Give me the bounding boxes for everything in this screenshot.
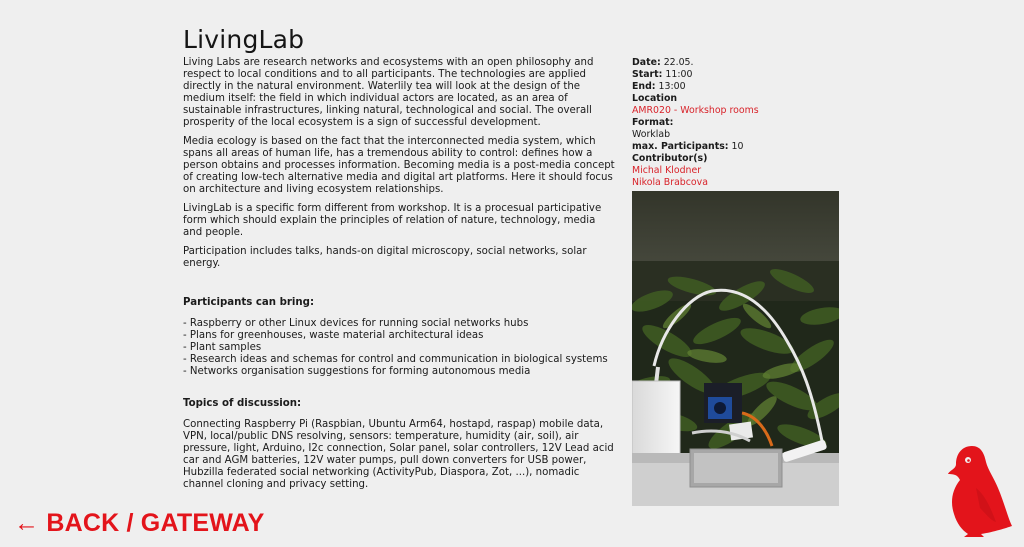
max-participants-label: max. Participants: [632,141,729,152]
location-label: Location [632,93,678,104]
description-paragraph: Media ecology is based on the fact that the interconnected media system, which spans all areas of human life, has a tremendous ability to control: defines how a person obtains and processes information. Becoming media is a post-media concept of creating low-tech alternative media and digital art platforms. Here it should focus on architecture and living ecosystem relationships. [183,136,615,195]
start-value: 11:00 [665,69,693,80]
back-gateway-link[interactable]: ← BACK / GATEWAY [14,509,265,537]
start-label: Start: [632,69,663,80]
event-photo [632,191,839,506]
penguin-icon [946,442,1016,538]
list-item: - Plant samples [183,342,262,353]
end-label: End: [632,81,656,92]
contributor-link[interactable]: Michal Klodner [632,165,702,176]
list-item: - Raspberry or other Linux devices for running social networks hubs [183,318,529,329]
date-label: Date: [632,57,661,68]
topics-heading: Topics of discussion: [183,398,302,409]
contributor-link[interactable]: Nikola Brabcova [632,177,708,188]
max-participants-value: 10 [731,141,744,152]
date-value: 22.05. [663,57,694,68]
end-value: 13:00 [658,81,686,92]
contributors-label: Contributor(s) [632,153,708,164]
list-item: - Plans for greenhouses, waste material architectural ideas [183,330,484,341]
description-paragraph: LivingLab is a specific form different from workshop. It is a procesual participative form which should explain the principles of relation of nature, technology, media and people. [183,203,602,238]
description-paragraph: Participation includes talks, hands-on digital microscopy, social networks, solar energy. [183,246,587,269]
format-value: Worklab [632,129,671,140]
format-label: Format: [632,117,674,128]
description-paragraph: Living Labs are research networks and ecosystems with an open philosophy and respect to local conditions and to all participants. The technologies are applied directly in the natural environment. Waterlily tea will look at the design of the medium itself: the field in which individual actors are located, as an area of sustainable infrastructures, linking natural, technological and social. The overall prosperity of the local ecosystem is a sign of successful development. [183,57,594,128]
topics-text: Connecting Raspberry Pi (Raspbian, Ubuntu Arm64, hostapd, raspap) mobile data, VPN, local/public DNS resolving, sensors: temperature, humidity (air, soil), air pressure, light, Arduino, I2c connection, Solar panel, solar controllers, 12V Lead acid car and AGM batteries, 12V water pumps, pull down converters for USB power, Hubzilla federated social networking (ActivityPub, Diaspora, Zot, ...), nomadic channel cloning and privacy setting. [183,419,614,490]
participants-heading: Participants can bring: [183,297,315,308]
participants-list [183,318,615,378]
photo-illustration [632,191,839,506]
page-title: LivingLab [183,24,305,54]
event-meta [632,57,832,189]
list-item: - Networks organisation suggestions for forming autonomous media [183,366,531,377]
location-link[interactable]: AMR020 - Workshop rooms [632,105,759,116]
list-item: - Research ideas and schemas for control and communication in biological systems [183,354,608,365]
description [183,57,615,498]
